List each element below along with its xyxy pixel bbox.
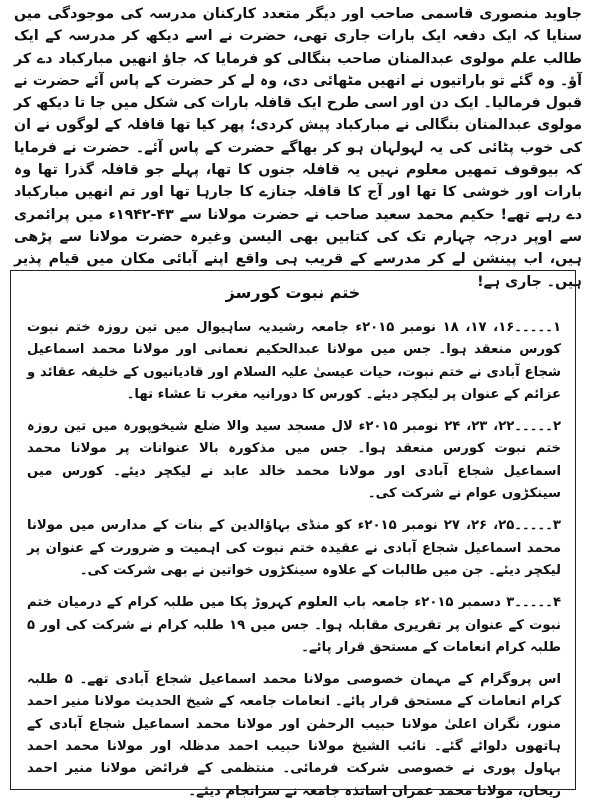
box-body — [27, 317, 561, 803]
box-title: ختم نبوت کورسز — [225, 283, 361, 302]
course-item-3: ۳۔۔۔۔۔۲۵، ۲۶، ۲۷ نومبر ۲۰۱۵ء کو منڈی بہاؤالدین کے بنات کے مدارس میں مولانا محمد اسماعیل شجاع آبادی نے عقیدہ ختم نبوت کی اہمیت و ضرورت کے عنوان پر لیکچر دیئے۔ جن میں طالبات کے علاوہ سینکڑوں خواتین نے بھی شرکت کی۔ — [27, 518, 561, 578]
course-item-2: ۲۔۔۔۔۔۲۲، ۲۳، ۲۴ نومبر ۲۰۱۵ء لال مسجد سید والا ضلع شیخوپورہ میں تین روزہ ختم نبوت کورس منعقد ہوا۔ جس میں مذکورہ بالا عنوانات پر مولانا محمد اسماعیل شجاع آبادی اور مولانا محمد خالد عابد نے لیکچر دیئے۔ کورس میں سینکڑوں عوام نے شرکت کی۔ — [27, 419, 561, 502]
program-details: اس پروگرام کے مہمان خصوصی مولانا محمد اسماعیل شجاع آبادی تھے۔ ۵ طلبہ کرام انعامات کے مستحق قرار پائے۔ انعامات جامعہ کے شیخ الحدیث مولانا منیر احمد منور، نگران اعلیٰ مولانا حبیب الرحمٰن اور مولانا محمد اسماعیل شجاع آبادی کے ہاتھوں دلوائے گئے۔ نائب الشیخ مولانا حبیب احمد مدظلہ اور مولانا محمد احمد بہاول پوری نے خصوصی شرکت فرمائی۔ منتظمی کے فرائض مولانا منیر احمد ریحان، مولانا محمد عمران اساتذہ جامعہ نے سرانجام دیئے۔ — [27, 672, 561, 799]
course-item-4: ۴۔۔۔۔۔۳ دسمبر ۲۰۱۵ء جامعہ باب العلوم کہروڑ پکا میں طلبہ کرام کے درمیان ختم نبوت کے عنوان پر تقریری مقابلہ ہوا۔ جس میں ۱۹ طلبہ کرام نے شرکت کی اور ۵ طلبہ کرام انعامات کے مستحق قرار پائے۔ — [27, 595, 561, 655]
khatm-e-nubuwwat-box — [10, 270, 576, 799]
course-item-1: ۱۔۔۔۔۔۱۶، ۱۷، ۱۸ نومبر ۲۰۱۵ء جامعہ رشیدیہ ساہیوال میں تین روزہ ختم نبوت کورس منعقد ہوا۔ جس میں مولانا عبدالحکیم نعمانی اور مولانا محمد اسماعیل شجاع آبادی نے ختم نبوت، حیات عیسیٰ علیہ السلام اور قادیانیوں کے خلیفہ عقائد و عزائم کے عنوان پر لیکچر دیئے۔ کورس کا دورانیہ مغرب تا عشاء تھا۔ — [27, 320, 561, 402]
intro-paragraph: جاوید منصوری قاسمی صاحب اور دیگر متعدد کارکنان مدرسہ کی موجودگی میں سنایا کہ ایک دفعہ ایک بارات جاری تھی، حضرت نے اسے دیکھ کر مدرسہ کے ایک طالب علم مولوی عبدالمنان صاحب بنگالی کو فرمایا کہ جاؤ انھیں مبارکباد دے کر آؤ۔ وہ گئے تو باراتیوں نے انھیں مٹھائی دی، وہ لے کر حضرت کے پاس آئے حضرت نے قبول فرمالیا۔ ایک دن اور اسی طرح ایک قافلہ بارات کی شکل میں جا تا دیکھ کر مولوی عبدالمنان بنگالی نے مبارکباد پیش کردی؛ پھر کیا تھا قافلہ کے لوگوں نے ان کی خوب پٹائی کی یہ لہولہان ہو کر بھاگے حضرت کے پاس آئے۔ حضرت نے فرمایا کہ بیوقوف تمھیں معلوم نہیں یہ قافلہ جنوں کا تھا، پہلے جو قافلہ گذرا تھا وہ بارات اور خوشی کا تھا اور آج کا قافلہ جنازے کا جارہا تھا اور تم انھیں مبارکباد دے رہے تھے! حکیم محمد سعید صاحب نے حضرت مولانا سے ۴۳-۱۹۴۲ء میں پرائمری سے اوپر درجہ چہارم تک کی کتابیں بھی الیسن وغیرہ حضرت مولانا سے پڑھی ہیں، اب پینشن لے کر مدرسے کے قریب ہی واقع اپنے آبائی مکان میں قیام پذیر ہیں۔ جاری ہے! — [14, 6, 582, 290]
